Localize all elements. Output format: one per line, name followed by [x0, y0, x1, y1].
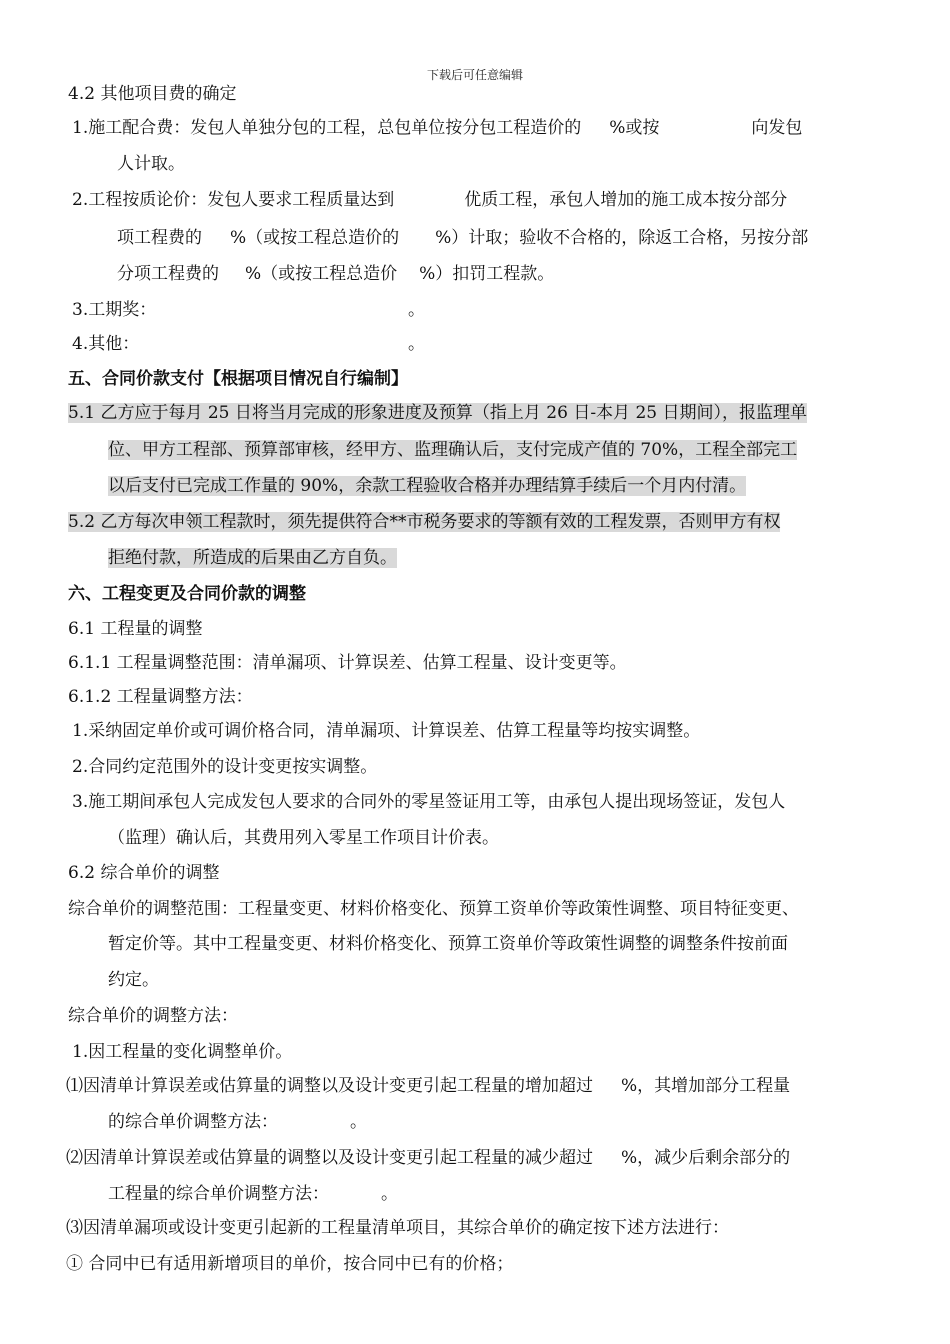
adjust-range-line-1: 综合单价的调整范围：工程量变更、材料价格变化、预算工资单价等政策性调整、项目特征变更、: [68, 899, 799, 919]
method-item-3-line-2: （监理）确认后，其费用列入零星工作项目计价表。: [108, 828, 499, 848]
item-2-text-c2: %（或按工程总造价的: [230, 228, 400, 248]
item-1-text-a: 1.施工配合费：发包人单独分包的工程，总包单位按分包工程造价的: [72, 118, 582, 138]
method-item-2: 2.合同约定范围外的设计变更按实调整。: [72, 757, 378, 777]
item-1-text-c: 向发包: [751, 118, 803, 138]
item-1-line-1: [72, 116, 802, 140]
item-2-text-d2: %（或按工程总造价: [245, 264, 398, 284]
item-2-text-c1: 项工程费的: [117, 228, 202, 248]
item-2-text-b: 优质工程，承包人增加的施工成本按分部分: [464, 190, 788, 210]
paren-2-text-c: 工程量的综合单价调整方法：: [108, 1184, 329, 1204]
paren-2-text-b: %，减少后剩余部分的: [621, 1148, 791, 1168]
paren-1-text-b: %，其增加部分工程量: [621, 1076, 791, 1096]
section-6-1-1: 6.1.1 工程量调整范围：清单漏项、计算误差、估算工程量、设计变更等。: [68, 653, 627, 673]
method-item-3-line-1: 3.施工期间承包人完成发包人要求的合同外的零星签证用工等，由承包人提出现场签证，发包人: [72, 792, 786, 812]
section-5-2-line-2: [108, 546, 397, 570]
paren-2-line-2: [108, 1182, 398, 1206]
section-5-1-text-3: 以后支付已完成工作量的 90%，余款工程验收合格并办理结算手续后一个月内付清。: [108, 476, 747, 496]
paren-2-text-a: ⑵因清单计算误差或估算量的调整以及设计变更引起工程量的减少超过: [66, 1148, 593, 1168]
item-2-text-a: 2.工程按质论价：发包人要求工程质量达到: [72, 190, 395, 210]
item-1-text-b: %或按: [609, 118, 660, 138]
paren-1-text-d: 。: [350, 1112, 367, 1132]
circled-item-1: ① 合同中已有适用新增项目的单价，按合同中已有的价格；: [66, 1254, 514, 1274]
section-5-1-line-3: [108, 474, 746, 498]
paren-1-line-2: [108, 1110, 367, 1134]
adjust-range-line-3: 约定。: [108, 970, 159, 990]
item-2-line-3: [117, 262, 554, 286]
item-2-line-2: [117, 226, 808, 250]
paren-2-line-1: [66, 1146, 790, 1170]
item-3-end: 。: [408, 300, 425, 320]
paren-2-text-d: 。: [381, 1184, 398, 1204]
section-6-1-title: 6.1 工程量的调整: [68, 619, 203, 639]
method-item-1: 1.采纳固定单价或可调价格合同，清单漏项、计算误差、估算工程量等均按实调整。: [72, 721, 701, 741]
paren-3: ⑶因清单漏项或设计变更引起新的工程量清单项目，其综合单价的确定按下述方法进行：: [66, 1218, 729, 1238]
item-2-text-d1: 分项工程费的: [117, 264, 219, 284]
section-5-title: 五、合同价款支付【根据项目情况自行编制】: [68, 369, 408, 389]
section-6-1-2: 6.1.2 工程量调整方法：: [68, 687, 253, 707]
item-4-end: 。: [408, 334, 425, 354]
case-1-title: 1.因工程量的变化调整单价。: [72, 1042, 293, 1062]
adjust-method-title: 综合单价的调整方法：: [68, 1006, 238, 1026]
section-5-1-text-1: 5.1 乙方应于每月 25 日将当月完成的形象进度及预算（指上月 26 日-本月 25 日期间），报监理单: [68, 403, 808, 423]
adjust-range-line-2: 暂定价等。其中工程量变更、材料价格变化、预算工资单价等政策性调整的调整条件按前面: [108, 934, 788, 954]
item-2-text-d3: %）扣罚工程款。: [419, 264, 555, 284]
section-5-2-text-1: 5.2 乙方每次申领工程款时，须先提供符合**市税务要求的等额有效的工程发票，否则甲方有权: [68, 512, 781, 532]
page-header: 下载后可任意编辑: [426, 68, 523, 82]
paren-1-line-1: [66, 1074, 790, 1098]
section-6-2-title: 6.2 综合单价的调整: [68, 863, 220, 883]
item-1-line-2: 人计取。: [117, 154, 185, 174]
section-5-1-line-2: [108, 438, 797, 462]
item-2-line-1: [72, 188, 787, 212]
section-4-2-title: 4.2 其他项目费的确定: [68, 84, 237, 104]
section-5-2-text-2: 拒绝付款，所造成的后果由乙方自负。: [108, 548, 397, 568]
section-5-2-line-1: [68, 510, 780, 534]
item-2-text-c3: %）计取；验收不合格的，除返工合格，另按分部: [435, 228, 809, 248]
section-5-1-text-2: 位、甲方工程部、预算部审核，经甲方、监理确认后，支付完成产值的 70%，工程全部完工: [108, 440, 798, 460]
section-5-1-line-1: [68, 401, 807, 425]
item-3-label: 3.工期奖：: [72, 300, 157, 320]
section-6-title: 六、工程变更及合同价款的调整: [68, 584, 306, 604]
paren-1-text-c: 的综合单价调整方法：: [108, 1112, 278, 1132]
item-4-label: 4.其他：: [72, 334, 140, 354]
paren-1-text-a: ⑴因清单计算误差或估算量的调整以及设计变更引起工程量的增加超过: [66, 1076, 593, 1096]
